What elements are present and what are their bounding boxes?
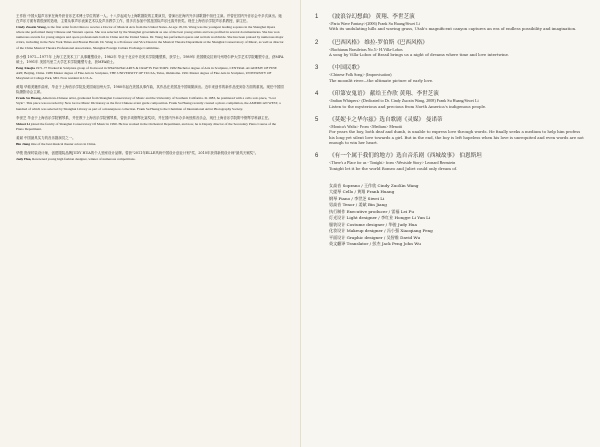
program-description: For years the boy, both deaf and dumb, is unable to express love through words. He finally seeks a medium to help him profess his long yet silent love towards a girl. But in the end, the boy is left hopeless when his love is unrequited and even words are not enough to win her heart. [329, 129, 584, 145]
program-row [315, 153, 584, 171]
program-description: With its undulating hills and waving grass, Utah's magnificent canyon captures an era of endless possibility and imagination. [329, 26, 577, 32]
program-body [329, 117, 584, 145]
program-title-zh: 《巴西风格》 维拉-罗伯斯《巴西风格》 [329, 39, 428, 46]
bio-chinese-text: 姜斌 中国最具实力的音乐剧演员之一。 [16, 135, 76, 140]
program-item [315, 117, 584, 145]
program-row [315, 117, 584, 145]
program-number: 5 [315, 116, 319, 123]
bio-english-text [16, 25, 284, 50]
bio-name: Shiwei Li [16, 121, 30, 126]
bio-english-body: One of the best musical theater actors in China. [30, 141, 97, 146]
credit-line: 执行制作 Executive producer / 雷福 Lei Fu [329, 208, 414, 214]
program-number: 3 [315, 65, 319, 72]
program-row [315, 14, 584, 32]
credit-line: 男高音 Tenor / 姜斌 Bin Jiang [329, 202, 387, 208]
program-title-en: <There's a Place for us - Tonight> from <Westside Story> Leonard Bernstein [329, 160, 456, 166]
program-number: 4 [315, 91, 319, 98]
program-body [329, 153, 584, 171]
program-row [315, 91, 584, 109]
program-title-en: <Paria Wave Fantasy>(2006) Frank Su Huang/Siwei Li [329, 21, 420, 26]
bio-english-text [16, 66, 284, 81]
credit-line: 女高音 Soprano / 王作欣 Cindy ZuoXin Wang [329, 182, 419, 188]
program-title-zh: 《印第安鬼语》 献给王作欣 黄翔、李世芝演 [329, 91, 439, 98]
bio-chinese-text: 黄翔 华裔美籍作曲家，毕业于上海音乐学院及美国南加州大学。1980年起在美国从事作曲，其作品在美国及中国频繁演出。近年来创作的新作品受到各方面的重视。现任中国国际摄影协会主席。 [16, 85, 284, 95]
program-item [315, 153, 584, 171]
bio-name: Judy Hua, [16, 157, 32, 162]
program-title-zh: 《有一个属于我们的地方》选自音乐剧《西城故事》 伯恩斯坦 [329, 153, 482, 160]
program-body [329, 91, 584, 109]
program-item [315, 65, 584, 83]
program-body [329, 14, 584, 32]
bio-block [16, 136, 284, 147]
bio-english-text [16, 96, 284, 111]
bio-name: Bin Jiang [16, 141, 31, 146]
program-title-en: <Bachianas Brasileiras No.5> H.Villa-Lobos [329, 46, 403, 52]
bio-chinese-text: 彭小强 1971—1977年 上海工艺美术工厂从事雕塑设计。1982年 毕业于北京中央美术学院雕塑系，获学士。1989年 美国俄克拉荷马州塔尔萨大学艺术学院雕塑专业，获MFA硕士。1991年 美国马里兰大学艺术学院雕塑专业，获MFA硕士。 [16, 54, 284, 64]
bio-block [16, 151, 284, 162]
bio-english-body: joined the faculty of Shanghai Conservatory Of Music in 1990. He has worked in the Orchestral Department, and now, he is Deputy director of the Secondary Piano Course of the Piano Department. [16, 121, 277, 131]
program-row [315, 40, 584, 58]
bio-english-body: Renowned young high fashion designer, winner of numerous competitions. [32, 157, 136, 162]
program-description: Listen to the mysterious and precious from North America's indigenous people. [329, 103, 487, 109]
bio-block [16, 55, 284, 81]
credit-line: 灯光设计 Light designer / 李红业 Hongye Li Yun Li [329, 215, 431, 221]
program-title-en: <Chinese Folk Song> (Improvisation) [329, 72, 392, 78]
program-description: Tonight let it be the world Romeo and Juliet could only dream of. [329, 165, 458, 171]
program-description: The moonlit river—the ultimate picture of early love. [329, 77, 434, 83]
program-description: A song by Villa-Lobos of Brasil brings us a night of dreams where time and love intertwine. [329, 52, 510, 58]
credits-list [315, 183, 584, 248]
bio-english-text [16, 142, 284, 147]
bio-name: Peng Xiaojia [16, 65, 35, 70]
bio-name: Cindy Zuoxin Wang, [16, 25, 47, 30]
credit-line: 大提琴 Cello / 黄翔 Frank Huang [329, 189, 395, 195]
credit-line: 英文翻译 Translator / 彭杰 Jack Peng John Wu [329, 241, 421, 247]
program-item [315, 91, 584, 109]
bio-block [16, 14, 284, 51]
bio-english-text [16, 122, 284, 132]
program-item [315, 14, 584, 32]
program-body [329, 40, 584, 58]
program-title-en: <Indian Whispers> (Dedicated to Dr. Cindy Zuoxin Wang, 2008) Frank Su Huang/Siwei Li [329, 98, 479, 104]
bio-english-body: American-Chinese artist, graduated from Shanghai Conservatory of Music and the University of Southern California. In 1983, he premiered with a cello solo piece, "Lost Style". This piece was recorded by New Grove Music Dictionary as the first Chinese avant garde composition. Frank Su Huang recently created a photo compilation, the AMERICAN WEST, a hundred of which was selected by Shanghai Library as part of a masterpiece collection. Frank Su Huang is the Chairman of International Artist Photography Society. [16, 96, 281, 111]
program-number: 1 [315, 14, 319, 20]
bio-block [16, 85, 284, 111]
credit-line: 服装设计 Costume designer / 华骏 Judy Hua [329, 221, 417, 227]
program-title-zh: 《莫妮卡之华尔兹》选自歌剧《灵媒》 曼诺蒂 [329, 116, 443, 123]
credit-line: 平面设计 Graphic designer / 吴智维 David Wu [329, 234, 421, 240]
bio-english-body: is the first artist from China to receive a Doctor of Musical Arts from the United States. At age 18, Dr. Wang was the youngest leading soprano in the Shanghai Opera where she performed many Chinese and Western operas. She was selected by the Shanghai government as one of the best young artists and was profiled in several documentaries. She has won numerous awards for young singers and opera professionals both in China and the United States. Dr. Wang has performed operas and recitals worldwide. She has been praised by numerous major critics, including in the New York Times and Boston Herald. Dr. Wang is a Professor and Vice Dean in the Musical Theatre Department at the Shanghai Conservatory of Music, as well as director of the China Musical Theatre Professional Association, Shanghai Foreign Culture Exchange Committee. [16, 25, 284, 50]
bio-chinese-text: 李世芝 毕业于上海音乐学院钢琴系，并任教于上海音乐学院钢琴系，曾获多项钢琴比赛奖项，并在国内外举办多场独奏音乐会，现任上海音乐学院附中钢琴学科副主任。 [16, 115, 272, 120]
credit-line: 钢琴 Piano / 李世芝 Siwei Li [329, 195, 385, 201]
program-number: 2 [315, 39, 319, 46]
bio-english-text [16, 157, 284, 162]
credit-line: 化妆设计 Makeup designer / 冯小强 Xiaoqiang Feng [329, 228, 433, 234]
program-title-en: <Monica's Waltz> From <Medium> Menotti [329, 123, 403, 129]
right-page [300, 0, 600, 447]
program-title-zh: 《波浪谷幻想曲》 黄翔、李世芝演 [329, 14, 415, 20]
bio-chinese-text: 王作欣 中国大陆声乐家在海外获音乐艺术博士学位的第一人。十八岁起成为上海歌剧院的主要演员，曾演出在海内外多部歌剧中担任主演。并曾在国内外音乐会中多次演出。她在声乐方面有着很深的造诣，主要从事声乐表演艺术以及声乐教学工作，曾多次参加中国及国际声乐比赛并获奖。现任上海音乐学院声乐系教授、副主任。 [16, 14, 282, 24]
program-title-zh: 《中国民歌》 [329, 65, 363, 72]
bio-block [16, 116, 284, 132]
program-item [315, 40, 584, 58]
bio-english-body: 1971-77 Worked in Sculpture group of Ironwood in SHANGHAI ARTS & CRAFTS FACTORY. 1982 Bachelor degree of Arts in Sculpture, CENTRAL ACADEMY OF FINE ART, Beijing, China. 1989 Master degree of Fine Arts in Sculpture, THE UNIVERSITY OF TULSA, Tulsa, Oklahoma. 1991 Master degree of Fine Arts in Sculpture, UNIVERSITY OF Maryland at College Park, MD. Now resident in U.S.A. [16, 65, 277, 81]
bio-name: Frank Su Huang, [16, 96, 42, 101]
bio-chinese-text: 华骏 资深时装设计师，创建服装品牌JUDY HUA的个人独家设计品牌。曾获"2011年ELLE风尚中国设计创业计划"奖、2010年获得新锐设计师"最具天赋奖"。 [16, 151, 259, 156]
program-number: 6 [315, 153, 319, 160]
program-row [315, 65, 584, 83]
program-body [329, 65, 584, 83]
